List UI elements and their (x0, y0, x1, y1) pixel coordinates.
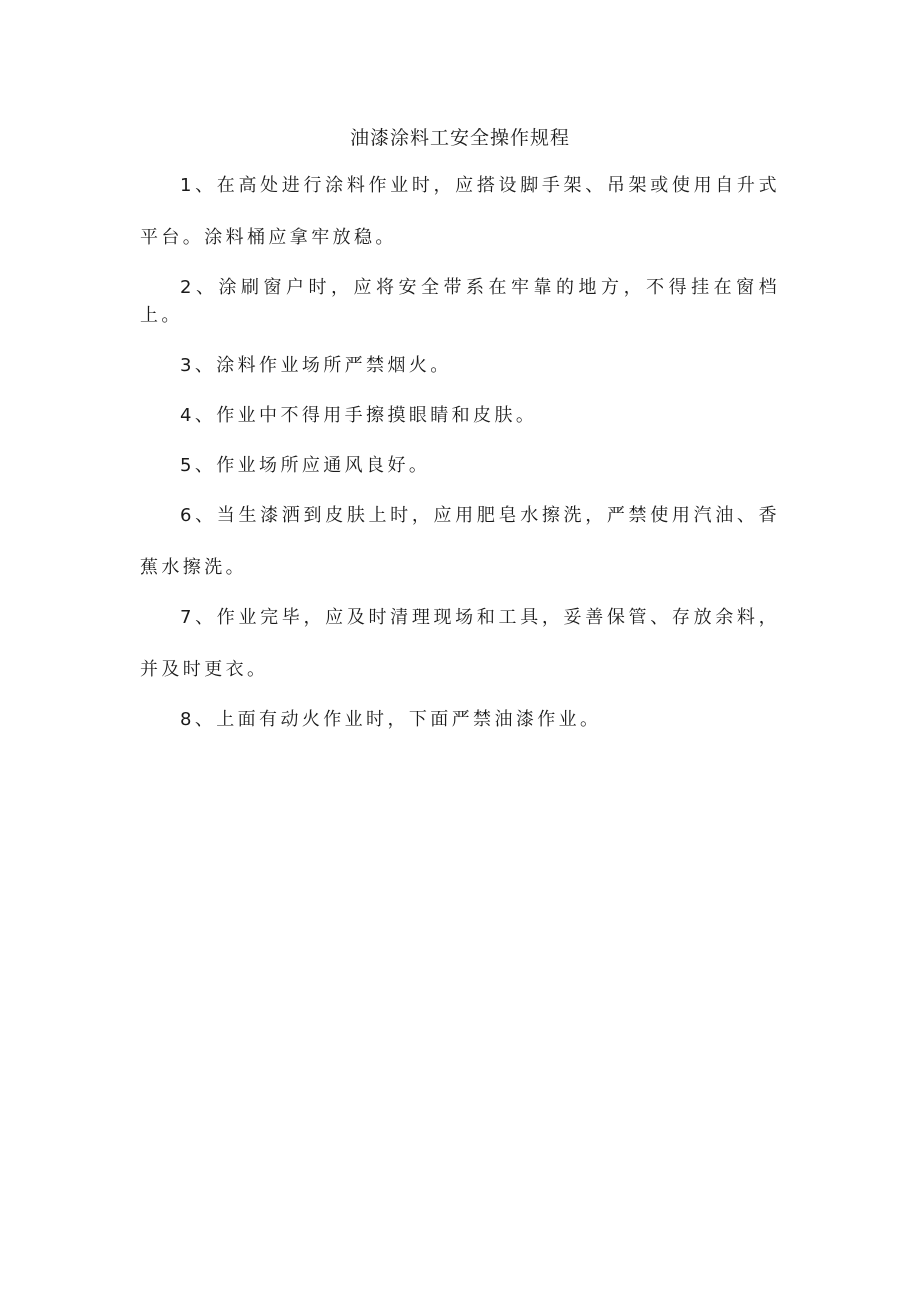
rule-item-2: 2、涂刷窗户时，应将安全带系在牢靠的地方，不得挂在窗档上。 (140, 277, 780, 326)
document-title: 油漆涂料工安全操作规程 (349, 127, 570, 149)
rule-item-5: 5、作业场所应通风良好。 (180, 455, 431, 476)
rule-item-7: 7、作业完毕，应及时清理现场和工具，妥善保管、存放余料，并及时更衣。 (140, 607, 780, 680)
rule-item-8: 8、上面有动火作业时，下面严禁油漆作业。 (180, 709, 602, 730)
rule-item-6: 6、当生漆洒到皮肤上时，应用肥皂水擦洗，严禁使用汽油、香蕉水擦洗。 (140, 505, 780, 578)
rules-list (140, 172, 780, 756)
rule-item-4: 4、作业中不得用手擦摸眼睛和皮肤。 (180, 405, 538, 426)
rule-item-3: 3、涂料作业场所严禁烟火。 (180, 355, 452, 376)
rule-item-1: 1、在高处进行涂料作业时，应搭设脚手架、吊架或使用自升式平台。涂料桶应拿牢放稳。 (140, 175, 780, 248)
